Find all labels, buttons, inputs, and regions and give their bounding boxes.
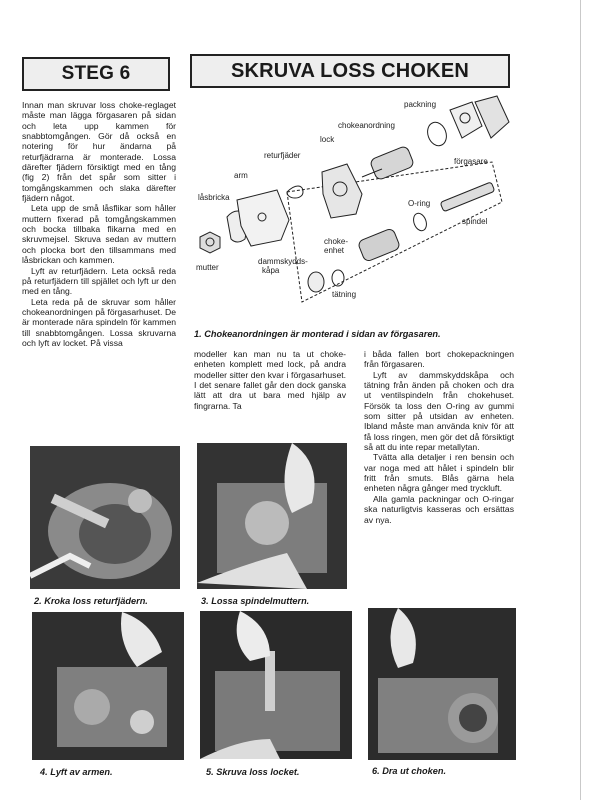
photo-caption-5: 5. Skruva loss locket. bbox=[206, 767, 300, 777]
label-spindel: spindel bbox=[462, 217, 488, 226]
label-lasbricka: låsbricka bbox=[198, 193, 230, 202]
o-ring-part bbox=[424, 120, 449, 149]
photo-caption-4: 4. Lyft av armen. bbox=[40, 767, 113, 777]
label-lock: lock bbox=[320, 135, 335, 144]
paragraph: Lyft av returfjädern. Leta också reda på returfjädern till spjället och lyft ur den med en tång. bbox=[22, 265, 176, 297]
nut-part bbox=[200, 232, 220, 253]
paragraph: modeller kan man nu ta ut choke-enheten komplett med lock, på andra modeller sitter den kvar i förgasarhuset. I det senare fallet går den dock ganska lätt att dra ut bara med hjälp av fingrarna. Ta bbox=[194, 349, 346, 411]
photo-6 bbox=[368, 608, 516, 760]
label-dammskydds-2: kåpa bbox=[262, 266, 280, 275]
label-dammskyddskapa bbox=[258, 257, 308, 275]
choke-assembly-part bbox=[369, 145, 414, 180]
label-arm: arm bbox=[234, 171, 248, 180]
dust-cap-part bbox=[308, 272, 324, 292]
middle-column-text bbox=[194, 349, 346, 411]
label-chokeenhet bbox=[324, 237, 348, 255]
photo-6-image bbox=[368, 608, 516, 760]
label-dammskydds-1: dammskydds- bbox=[258, 257, 308, 266]
photo-3-image bbox=[197, 443, 347, 589]
photo-2 bbox=[30, 446, 180, 589]
photo-5-image bbox=[200, 611, 352, 759]
photo-caption-3: 3. Lossa spindelmuttern. bbox=[201, 596, 310, 606]
figure-caption-1: 1. Chokeanordningen är monterad i sidan av förgasaren. bbox=[194, 329, 441, 339]
label-tatning: tätning bbox=[332, 290, 357, 299]
left-column-text bbox=[22, 100, 176, 348]
label-mutter: mutter bbox=[196, 263, 219, 272]
paragraph: Tvätta alla detaljer i ren bensin och var noga med att hålet i spindeln blir fritt från smuts. Blås gärna hela enheten några gånger med tryckluft. bbox=[364, 452, 514, 494]
spindle-part bbox=[440, 182, 495, 212]
photo-2-image bbox=[30, 446, 180, 589]
cover-part bbox=[322, 164, 362, 218]
label-chokeenhet-2: enhet bbox=[324, 246, 345, 255]
photo-4 bbox=[32, 612, 184, 760]
label-chokeanordning: chokeanordning bbox=[338, 121, 395, 130]
page-title: SKRUVA LOSS CHOKEN bbox=[190, 54, 510, 88]
right-column-text bbox=[364, 349, 514, 525]
o-ring-lower-part bbox=[411, 211, 428, 232]
label-packning: packning bbox=[404, 100, 437, 109]
carburettor-flange-part bbox=[475, 96, 509, 138]
paragraph: Alla gamla packningar och O-ringar ska naturligtvis kasseras och ersättas av nya. bbox=[364, 493, 514, 525]
photo-4-image bbox=[32, 612, 184, 760]
choke-exploded-diagram bbox=[192, 92, 512, 317]
paragraph: Lyft av dammskyddskåpa och tätning från änden på choken och dra ut ventilspindeln från chokehuset. Försök ta loss den O-ring av gummi som sitter på utsidan av enheten. Ibland måste man använda kniv för att få loss ringen, men gör det då försiktigt så att du inte repar metallytan. bbox=[364, 369, 514, 453]
label-returfjader: returfjäder bbox=[264, 151, 301, 160]
label-chokeenhet-1: choke- bbox=[324, 237, 349, 246]
step-title: STEG 6 bbox=[22, 57, 170, 91]
photo-3 bbox=[197, 443, 347, 589]
choke-unit-part bbox=[357, 228, 400, 263]
label-oring: O-ring bbox=[408, 199, 431, 208]
diagram-svg bbox=[192, 92, 512, 317]
paragraph: Leta upp de små låsflikar som håller muttern fixerad på tomgångskammen och bocka tillbaka flikarna med en skruvmejsel. Skruva sedan av muttern och plocka bort den tillsammans med låsbrickan och kammen. bbox=[22, 203, 176, 266]
photo-caption-6: 6. Dra ut choken. bbox=[372, 766, 447, 776]
page-edge-line bbox=[580, 0, 581, 800]
photo-caption-2: 2. Kroka loss returfjädern. bbox=[34, 596, 148, 606]
paragraph: i båda fallen bort chokepackningen från förgasaren. bbox=[364, 349, 514, 370]
paragraph: Leta reda på de skruvar som håller chokeanordningen på förgasarhuset. De är monterade nära spindeln för kammen till snabbtomgången. Lossa skruvarna och lyft av locket. På vissa bbox=[22, 296, 176, 348]
label-forgasare: förgasare bbox=[454, 157, 488, 166]
paragraph: Innan man skruvar loss choke-reglaget måste man lägga förgasaren på sidan och leta upp kammen för snabbtomgången. Gör då också en notering för hur ändarna på returfjädrarna är monterade. Lossa därefter fjädern försiktigt med en tång (fig 2) från det spår som sitter i tomgångskammen och slaka därefter fjädern något. bbox=[22, 100, 176, 204]
photo-5 bbox=[200, 611, 352, 759]
